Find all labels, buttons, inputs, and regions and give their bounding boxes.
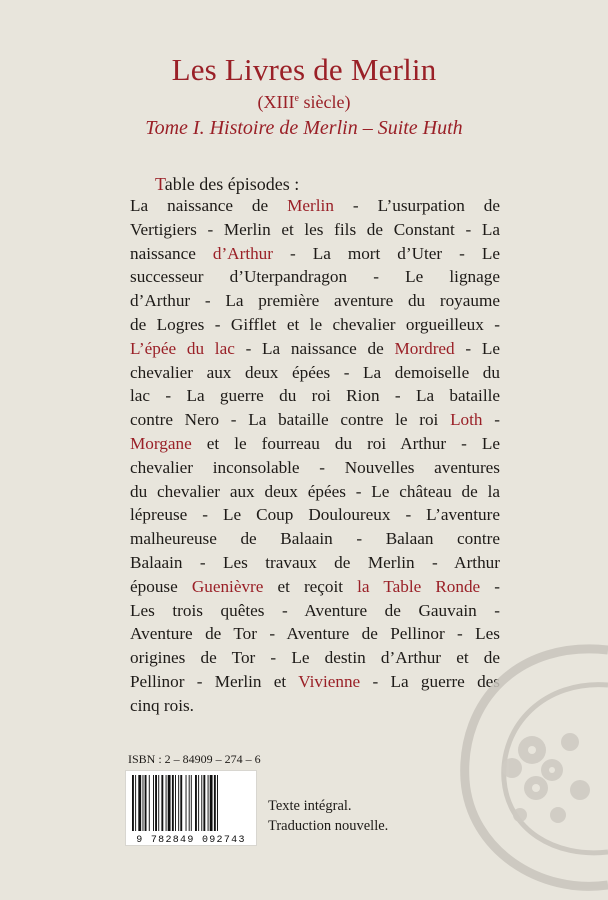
episode-line — [130, 218, 500, 242]
episode-line — [130, 480, 500, 504]
episode-text: épouse — [130, 576, 192, 596]
episode-name-highlight: d’Arthur — [212, 243, 273, 263]
century-prefix: (XIII — [257, 92, 295, 112]
episode-text: chevalier aux deux épées - La demoiselle du — [130, 362, 500, 382]
barcode-bar — [198, 775, 199, 831]
note-full-text: Texte intégral. — [268, 798, 352, 814]
episode-name-highlight: Guenièvre — [191, 576, 264, 596]
century-superscript: e — [294, 93, 299, 104]
episode-line — [130, 527, 500, 551]
episode-name-highlight: Merlin — [287, 196, 334, 215]
episode-text: Vertigiers - Merlin et les fils de Constant - La — [130, 219, 500, 239]
episode-line — [130, 551, 500, 575]
barcode-bar — [138, 775, 141, 831]
episode-text: La naissance de — [130, 196, 288, 215]
episode-text: - — [482, 410, 500, 430]
barcode-bar — [214, 775, 216, 831]
episode-text: contre Nero - La bataille contre le roi — [130, 410, 451, 430]
edition-notes — [268, 796, 388, 836]
decorative-emblem-icon — [440, 630, 608, 900]
barcode-bar — [217, 775, 218, 831]
barcode-bar — [168, 775, 171, 831]
episode-text: d’Arthur - La première aventure du royaume — [130, 291, 500, 311]
episode-text: du chevalier aux deux épées - Le château de la — [130, 481, 500, 501]
episode-text: malheureuse de Balaain - Balaan contre — [130, 529, 500, 549]
episode-text: lac - La guerre du roi Rion - La bataille — [130, 386, 500, 406]
episode-line — [130, 599, 500, 623]
barcode-bar — [189, 775, 190, 831]
episode-name-highlight: Loth — [450, 410, 483, 430]
barcode-icon — [126, 771, 256, 845]
toc-heading-initial: T — [155, 174, 165, 194]
episode-line — [130, 456, 500, 480]
episode-text: et reçoit — [263, 576, 358, 596]
episode-name-highlight: la Table Ronde — [357, 576, 481, 596]
episode-text: - La naissance de — [234, 338, 395, 358]
episode-name-highlight: Mordred — [394, 338, 455, 358]
century-suffix: siècle) — [298, 92, 351, 112]
barcode-bar — [145, 775, 147, 831]
episode-text: de Logres - Gifflet et le chevalier orgueilleux - — [130, 314, 500, 334]
barcode-bar — [143, 775, 144, 831]
barcode-bar — [135, 775, 136, 831]
episode-line — [130, 194, 500, 218]
barcode-bar — [186, 775, 187, 831]
episode-text: - Le — [454, 338, 500, 358]
barcode-bar — [201, 775, 202, 831]
episode-line — [130, 242, 500, 266]
episode-text: origines de Tor - Le destin d’Arthur et de — [130, 648, 500, 668]
episode-name-highlight: L’épée du lac — [130, 338, 235, 358]
episode-line — [130, 313, 500, 337]
episode-line — [130, 503, 500, 527]
barcode-bar — [191, 775, 192, 831]
episode-line — [130, 408, 500, 432]
episode-text: chevalier inconsolable - Nouvelles aventures — [130, 457, 500, 477]
barcode-bar — [132, 775, 134, 831]
episode-line — [130, 265, 500, 289]
episode-text: cinq rois. — [130, 695, 194, 715]
barcode-digits: 9 782849 092743 — [136, 835, 246, 845]
barcode — [125, 770, 257, 846]
episode-text: - — [480, 576, 500, 596]
episode-line — [130, 361, 500, 385]
barcode-bar — [178, 775, 179, 831]
episode-name-highlight: Morgane — [130, 433, 192, 453]
barcode-bar — [166, 775, 167, 831]
episode-line — [130, 384, 500, 408]
toc-heading-text: able des épisodes : — [164, 174, 300, 194]
episode-text: et le fourreau du roi Arthur - Le — [191, 433, 500, 453]
episode-text: naissance — [130, 243, 213, 263]
book-title: Les Livres de Merlin — [171, 52, 437, 87]
episode-text: Pellinor - Merlin et — [130, 671, 299, 691]
episode-name-highlight: Vivienne — [298, 671, 361, 691]
episode-text: successeur d’Uterpandragon - Le lignage — [130, 267, 500, 287]
episode-text: - La mort d’Uter - Le — [273, 243, 500, 263]
episode-line — [130, 289, 500, 313]
barcode-bar — [208, 775, 209, 831]
tome-subtitle: Tome I. Histoire de Merlin – Suite Huth — [145, 117, 463, 139]
episode-line — [130, 575, 500, 599]
toc-heading — [155, 174, 299, 195]
barcode-bar — [158, 775, 159, 831]
barcode-bar — [153, 775, 154, 831]
note-new-translation: Traduction nouvelle. — [268, 818, 389, 834]
century-subtitle — [0, 92, 608, 113]
episode-text: Aventure de Tor - Aventure de Pellinor - Les — [130, 624, 500, 644]
barcode-bar — [195, 775, 197, 831]
barcode-bar — [155, 775, 157, 831]
barcode-bar — [161, 775, 163, 831]
episode-line — [130, 432, 500, 456]
barcode-bar — [149, 775, 150, 831]
barcode-bar — [175, 775, 176, 831]
barcode-bar — [172, 775, 174, 831]
episode-text: - La guerre des — [360, 671, 500, 691]
episode-text: Les trois quêtes - Aventure de Gauvain - — [130, 600, 500, 620]
episode-line — [130, 337, 500, 361]
barcode-bar — [203, 775, 205, 831]
barcode-bar — [210, 775, 213, 831]
isbn-number: ISBN : 2 – 84909 – 274 – 6 — [128, 752, 261, 766]
episode-text: - L’usurpation de — [333, 196, 500, 215]
barcode-bar — [180, 775, 182, 831]
episode-text: Balaain - Les travaux de Merlin - Arthur — [130, 552, 500, 572]
episode-text: lépreuse - Le Coup Douloureux - L’aventure — [130, 505, 500, 525]
